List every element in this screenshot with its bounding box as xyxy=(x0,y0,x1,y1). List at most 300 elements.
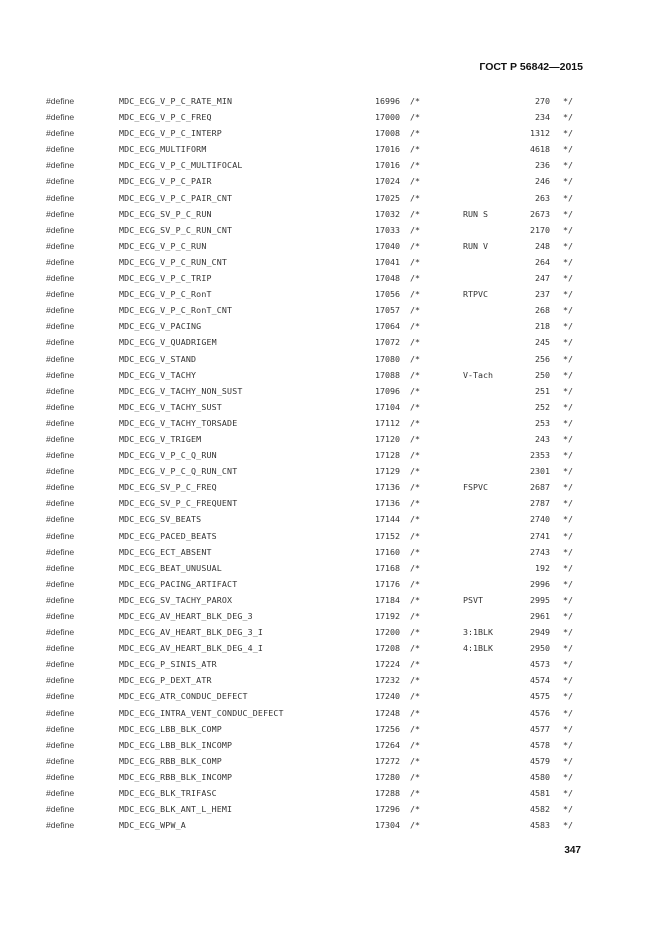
comment-close: */ xyxy=(563,96,573,106)
define-keyword: #define xyxy=(46,498,75,509)
define-keyword: #define xyxy=(46,466,75,477)
comment-close: */ xyxy=(563,482,573,493)
comment-value: 264 xyxy=(535,256,550,267)
define-keyword: #define xyxy=(46,160,75,171)
code-line xyxy=(0,448,661,464)
macro-code: 17176 xyxy=(375,578,400,589)
macro-code: 17168 xyxy=(375,562,400,573)
comment-open: /* xyxy=(410,192,420,203)
define-keyword: #define xyxy=(46,273,75,284)
define-keyword: #define xyxy=(46,353,75,364)
macro-code: 17240 xyxy=(375,691,400,702)
code-line xyxy=(0,174,661,190)
macro-code: 17264 xyxy=(375,739,400,750)
define-keyword: #define xyxy=(46,755,75,766)
comment-open: /* xyxy=(410,433,420,444)
comment-value: 4579 xyxy=(530,755,550,766)
comment-value: 234 xyxy=(535,112,550,123)
code-line xyxy=(0,432,661,448)
code-line xyxy=(0,368,661,384)
comment-close: */ xyxy=(563,128,573,139)
comment-value: 2787 xyxy=(530,498,550,509)
macro-code: 17288 xyxy=(375,788,400,799)
macro-name: MDC_ECG_LBB_BLK_COMP xyxy=(119,723,222,734)
define-keyword: #define xyxy=(46,401,75,412)
comment-open: /* xyxy=(410,96,420,106)
macro-code: 17104 xyxy=(375,401,400,412)
macro-code: 17192 xyxy=(375,611,400,621)
comment-open: /* xyxy=(410,256,420,267)
comment-close: */ xyxy=(563,353,573,364)
define-keyword: #define xyxy=(46,659,75,670)
define-keyword: #define xyxy=(46,643,75,654)
comment-close: */ xyxy=(563,691,573,702)
comment-value: 250 xyxy=(535,369,550,380)
macro-name: MDC_ECG_V_P_C_PAIR_CNT xyxy=(119,192,233,203)
comment-value: 218 xyxy=(535,321,550,332)
code-line xyxy=(0,416,661,432)
code-line xyxy=(0,529,661,545)
macro-code: 17016 xyxy=(375,160,400,171)
macro-name: MDC_ECG_SV_P_C_FREQ xyxy=(119,482,217,493)
code-line xyxy=(0,110,661,126)
comment-value: 2995 xyxy=(530,594,550,605)
macro-code: 17016 xyxy=(375,144,400,155)
comment-close: */ xyxy=(563,804,573,815)
code-line xyxy=(0,94,661,110)
comment-open: /* xyxy=(410,353,420,364)
comment-close: */ xyxy=(563,433,573,444)
comment-open: /* xyxy=(410,401,420,412)
define-keyword: #define xyxy=(46,112,75,123)
macro-name: MDC_ECG_AV_HEART_BLK_DEG_3_I xyxy=(119,627,264,638)
comment-value: 192 xyxy=(535,562,550,573)
comment-label: 4:1BLK xyxy=(463,643,493,654)
code-listing xyxy=(0,94,661,834)
macro-code: 17136 xyxy=(375,498,400,509)
macro-name: MDC_ECG_V_STAND xyxy=(119,353,197,364)
comment-open: /* xyxy=(410,337,420,348)
page-number: 347 xyxy=(564,845,581,856)
define-keyword: #define xyxy=(46,611,75,621)
code-line xyxy=(0,158,661,174)
macro-code: 17096 xyxy=(375,385,400,396)
comment-close: */ xyxy=(563,514,573,525)
macro-code: 17296 xyxy=(375,804,400,815)
comment-close: */ xyxy=(563,659,573,670)
comment-open: /* xyxy=(410,755,420,766)
code-line xyxy=(0,319,661,335)
code-line xyxy=(0,689,661,705)
code-line xyxy=(0,142,661,158)
macro-code: 17152 xyxy=(375,530,400,541)
comment-open: /* xyxy=(410,144,420,155)
define-keyword: #define xyxy=(46,192,75,203)
comment-value: 2950 xyxy=(530,643,550,654)
comment-value: 248 xyxy=(535,240,550,251)
comment-close: */ xyxy=(563,256,573,267)
define-keyword: #define xyxy=(46,417,75,428)
comment-value: 2743 xyxy=(530,546,550,557)
comment-value: 247 xyxy=(535,273,550,284)
comment-value: 2301 xyxy=(530,466,550,477)
define-keyword: #define xyxy=(46,256,75,267)
comment-close: */ xyxy=(563,820,573,831)
macro-name: MDC_ECG_PACING_ARTIFACT xyxy=(119,578,238,589)
define-keyword: #define xyxy=(46,337,75,348)
comment-close: */ xyxy=(563,192,573,203)
comment-close: */ xyxy=(563,739,573,750)
comment-open: /* xyxy=(410,289,420,300)
code-line xyxy=(0,786,661,802)
code-line xyxy=(0,207,661,223)
comment-open: /* xyxy=(410,788,420,799)
macro-code: 17056 xyxy=(375,289,400,300)
comment-close: */ xyxy=(563,498,573,509)
code-line xyxy=(0,625,661,641)
comment-label: FSPVC xyxy=(463,482,488,493)
macro-code: 17033 xyxy=(375,224,400,235)
macro-name: MDC_ECG_V_TACHY_TORSADE xyxy=(119,417,238,428)
macro-name: MDC_ECG_V_TACHY_SUST xyxy=(119,401,222,412)
comment-open: /* xyxy=(410,321,420,332)
macro-name: MDC_ECG_BLK_TRIFASC xyxy=(119,788,217,799)
define-keyword: #define xyxy=(46,240,75,251)
comment-close: */ xyxy=(563,594,573,605)
comment-value: 4582 xyxy=(530,804,550,815)
macro-code: 17280 xyxy=(375,771,400,782)
comment-label: V-Tach xyxy=(463,369,493,380)
macro-code: 17184 xyxy=(375,594,400,605)
code-line xyxy=(0,255,661,271)
code-line xyxy=(0,126,661,142)
macro-code: 17224 xyxy=(375,659,400,670)
comment-value: 246 xyxy=(535,176,550,187)
comment-value: 4573 xyxy=(530,659,550,670)
macro-code: 17136 xyxy=(375,482,400,493)
macro-name: MDC_ECG_V_TACHY_NON_SUST xyxy=(119,385,243,396)
macro-code: 17041 xyxy=(375,256,400,267)
comment-open: /* xyxy=(410,450,420,461)
code-line xyxy=(0,673,661,689)
comment-close: */ xyxy=(563,305,573,316)
define-keyword: #define xyxy=(46,224,75,235)
comment-open: /* xyxy=(410,160,420,171)
comment-open: /* xyxy=(410,723,420,734)
comment-close: */ xyxy=(563,369,573,380)
comment-open: /* xyxy=(410,417,420,428)
comment-open: /* xyxy=(410,627,420,638)
macro-code: 17000 xyxy=(375,112,400,123)
define-keyword: #define xyxy=(46,723,75,734)
comment-open: /* xyxy=(410,820,420,831)
comment-close: */ xyxy=(563,675,573,686)
code-line xyxy=(0,561,661,577)
comment-close: */ xyxy=(563,450,573,461)
macro-code: 17128 xyxy=(375,450,400,461)
define-keyword: #define xyxy=(46,691,75,702)
macro-code: 17072 xyxy=(375,337,400,348)
macro-name: MDC_ECG_SV_P_C_RUN_CNT xyxy=(119,224,233,235)
code-line xyxy=(0,384,661,400)
comment-open: /* xyxy=(410,691,420,702)
comment-value: 253 xyxy=(535,417,550,428)
macro-name: MDC_ECG_RBB_BLK_COMP xyxy=(119,755,222,766)
comment-close: */ xyxy=(563,321,573,332)
comment-open: /* xyxy=(410,273,420,284)
macro-name: MDC_ECG_V_P_C_RonT_CNT xyxy=(119,305,233,316)
comment-value: 4575 xyxy=(530,691,550,702)
macro-name: MDC_ECG_V_P_C_INTERP xyxy=(119,128,222,139)
define-keyword: #define xyxy=(46,482,75,493)
define-keyword: #define xyxy=(46,144,75,155)
comment-close: */ xyxy=(563,578,573,589)
define-keyword: #define xyxy=(46,514,75,525)
comment-close: */ xyxy=(563,224,573,235)
macro-name: MDC_ECG_AV_HEART_BLK_DEG_3 xyxy=(119,611,253,621)
define-keyword: #define xyxy=(46,208,75,219)
comment-close: */ xyxy=(563,723,573,734)
comment-value: 268 xyxy=(535,305,550,316)
comment-value: 2740 xyxy=(530,514,550,525)
comment-close: */ xyxy=(563,788,573,799)
macro-name: MDC_ECG_SV_BEATS xyxy=(119,514,202,525)
comment-label: RTPVC xyxy=(463,289,488,300)
comment-close: */ xyxy=(563,401,573,412)
comment-value: 236 xyxy=(535,160,550,171)
macro-name: MDC_ECG_V_P_C_Q_RUN xyxy=(119,450,217,461)
code-line xyxy=(0,722,661,738)
macro-code: 17248 xyxy=(375,707,400,718)
macro-name: MDC_ECG_P_DEXT_ATR xyxy=(119,675,212,686)
define-keyword: #define xyxy=(46,771,75,782)
comment-close: */ xyxy=(563,176,573,187)
code-line xyxy=(0,352,661,368)
macro-name: MDC_ECG_V_P_C_RATE_MIN xyxy=(119,96,233,106)
comment-value: 4581 xyxy=(530,788,550,799)
code-line xyxy=(0,496,661,512)
comment-value: 4583 xyxy=(530,820,550,831)
macro-code: 17144 xyxy=(375,514,400,525)
code-line xyxy=(0,593,661,609)
define-keyword: #define xyxy=(46,289,75,300)
comment-value: 263 xyxy=(535,192,550,203)
macro-name: MDC_ECG_SV_TACHY_PAROX xyxy=(119,594,233,605)
macro-code: 17272 xyxy=(375,755,400,766)
comment-open: /* xyxy=(410,240,420,251)
define-keyword: #define xyxy=(46,562,75,573)
code-line xyxy=(0,303,661,319)
code-line xyxy=(0,706,661,722)
comment-close: */ xyxy=(563,466,573,477)
macro-name: MDC_ECG_V_TRIGEM xyxy=(119,433,202,444)
code-line xyxy=(0,464,661,480)
comment-value: 4618 xyxy=(530,144,550,155)
macro-name: MDC_ECG_V_P_C_FREQ xyxy=(119,112,212,123)
comment-value: 2961 xyxy=(530,611,550,621)
macro-name: MDC_ECG_PACED_BEATS xyxy=(119,530,217,541)
comment-open: /* xyxy=(410,804,420,815)
comment-open: /* xyxy=(410,112,420,123)
code-line xyxy=(0,480,661,496)
comment-close: */ xyxy=(563,771,573,782)
macro-name: MDC_ECG_SV_P_C_FREQUENT xyxy=(119,498,238,509)
macro-name: MDC_ECG_V_TACHY xyxy=(119,369,197,380)
comment-label: RUN S xyxy=(463,208,488,219)
macro-code: 17208 xyxy=(375,643,400,654)
comment-open: /* xyxy=(410,224,420,235)
macro-code: 17080 xyxy=(375,353,400,364)
macro-code: 17232 xyxy=(375,675,400,686)
code-line xyxy=(0,754,661,770)
macro-code: 17057 xyxy=(375,305,400,316)
macro-name: MDC_ECG_MULTIFORM xyxy=(119,144,207,155)
comment-open: /* xyxy=(410,305,420,316)
comment-open: /* xyxy=(410,546,420,557)
comment-close: */ xyxy=(563,611,573,621)
comment-value: 2741 xyxy=(530,530,550,541)
comment-label: RUN V xyxy=(463,240,488,251)
macro-name: MDC_ECG_BLK_ANT_L_HEMI xyxy=(119,804,233,815)
macro-name: MDC_ECG_P_SINIS_ATR xyxy=(119,659,217,670)
comment-open: /* xyxy=(410,208,420,219)
comment-open: /* xyxy=(410,128,420,139)
comment-open: /* xyxy=(410,578,420,589)
comment-close: */ xyxy=(563,417,573,428)
code-line xyxy=(0,287,661,303)
define-keyword: #define xyxy=(46,578,75,589)
comment-close: */ xyxy=(563,755,573,766)
define-keyword: #define xyxy=(46,739,75,750)
code-line xyxy=(0,335,661,351)
macro-name: MDC_ECG_ATR_CONDUC_DEFECT xyxy=(119,691,248,702)
macro-code: 17120 xyxy=(375,433,400,444)
comment-close: */ xyxy=(563,643,573,654)
define-keyword: #define xyxy=(46,433,75,444)
code-line xyxy=(0,191,661,207)
comment-open: /* xyxy=(410,707,420,718)
define-keyword: #define xyxy=(46,128,75,139)
comment-open: /* xyxy=(410,498,420,509)
code-line xyxy=(0,577,661,593)
comment-open: /* xyxy=(410,771,420,782)
code-line xyxy=(0,271,661,287)
comment-value: 2170 xyxy=(530,224,550,235)
comment-close: */ xyxy=(563,208,573,219)
comment-close: */ xyxy=(563,160,573,171)
comment-close: */ xyxy=(563,385,573,396)
code-line xyxy=(0,818,661,834)
comment-value: 1312 xyxy=(530,128,550,139)
macro-name: MDC_ECG_WPW_A xyxy=(119,820,186,831)
comment-open: /* xyxy=(410,530,420,541)
macro-code: 17008 xyxy=(375,128,400,139)
comment-open: /* xyxy=(410,659,420,670)
macro-name: MDC_ECG_RBB_BLK_INCOMP xyxy=(119,771,233,782)
code-line xyxy=(0,609,661,625)
define-keyword: #define xyxy=(46,804,75,815)
comment-open: /* xyxy=(410,611,420,621)
comment-value: 256 xyxy=(535,353,550,364)
code-line xyxy=(0,738,661,754)
macro-code: 17064 xyxy=(375,321,400,332)
define-keyword: #define xyxy=(46,96,75,106)
comment-close: */ xyxy=(563,240,573,251)
comment-value: 4578 xyxy=(530,739,550,750)
comment-label: 3:1BLK xyxy=(463,627,493,638)
define-keyword: #define xyxy=(46,546,75,557)
comment-value: 2353 xyxy=(530,450,550,461)
comment-open: /* xyxy=(410,514,420,525)
comment-value: 2996 xyxy=(530,578,550,589)
comment-value: 4577 xyxy=(530,723,550,734)
comment-value: 251 xyxy=(535,385,550,396)
define-keyword: #define xyxy=(46,385,75,396)
define-keyword: #define xyxy=(46,305,75,316)
code-line xyxy=(0,400,661,416)
code-line xyxy=(0,641,661,657)
code-line xyxy=(0,512,661,528)
comment-open: /* xyxy=(410,482,420,493)
macro-code: 17256 xyxy=(375,723,400,734)
code-line xyxy=(0,239,661,255)
macro-code: 16996 xyxy=(375,96,400,106)
comment-open: /* xyxy=(410,594,420,605)
macro-code: 17160 xyxy=(375,546,400,557)
comment-close: */ xyxy=(563,289,573,300)
comment-open: /* xyxy=(410,739,420,750)
define-keyword: #define xyxy=(46,788,75,799)
macro-code: 17024 xyxy=(375,176,400,187)
macro-code: 17025 xyxy=(375,192,400,203)
define-keyword: #define xyxy=(46,450,75,461)
define-keyword: #define xyxy=(46,820,75,831)
comment-value: 4574 xyxy=(530,675,550,686)
comment-value: 2949 xyxy=(530,627,550,638)
define-keyword: #define xyxy=(46,675,75,686)
define-keyword: #define xyxy=(46,530,75,541)
macro-name: MDC_ECG_AV_HEART_BLK_DEG_4_I xyxy=(119,643,264,654)
page-header: ГОСТ Р 56842—2015 xyxy=(479,61,583,73)
comment-close: */ xyxy=(563,273,573,284)
macro-name: MDC_ECG_LBB_BLK_INCOMP xyxy=(119,739,233,750)
comment-close: */ xyxy=(563,707,573,718)
code-line xyxy=(0,223,661,239)
comment-value: 270 xyxy=(535,96,550,106)
comment-value: 4580 xyxy=(530,771,550,782)
comment-value: 4576 xyxy=(530,707,550,718)
macro-name: MDC_ECG_V_P_C_MULTIFOCAL xyxy=(119,160,243,171)
macro-name: MDC_ECG_SV_P_C_RUN xyxy=(119,208,212,219)
code-line xyxy=(0,657,661,673)
define-keyword: #define xyxy=(46,707,75,718)
macro-code: 17112 xyxy=(375,417,400,428)
comment-close: */ xyxy=(563,144,573,155)
define-keyword: #define xyxy=(46,594,75,605)
macro-code: 17200 xyxy=(375,627,400,638)
comment-label: PSVT xyxy=(463,594,483,605)
macro-name: MDC_ECG_V_P_C_TRIP xyxy=(119,273,212,284)
macro-code: 17304 xyxy=(375,820,400,831)
comment-close: */ xyxy=(563,337,573,348)
comment-value: 252 xyxy=(535,401,550,412)
comment-close: */ xyxy=(563,530,573,541)
macro-code: 17048 xyxy=(375,273,400,284)
code-line xyxy=(0,545,661,561)
macro-name: MDC_ECG_V_P_C_PAIR xyxy=(119,176,212,187)
comment-open: /* xyxy=(410,466,420,477)
comment-open: /* xyxy=(410,369,420,380)
